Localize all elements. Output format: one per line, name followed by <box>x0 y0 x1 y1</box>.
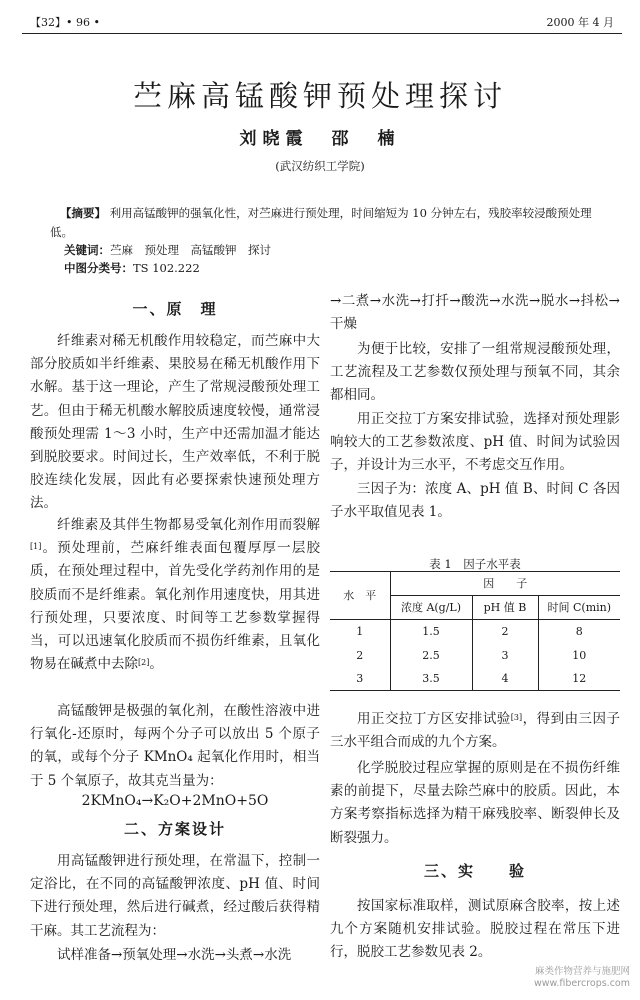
paragraph-design-1: 用高锰酸钾进行预处理，在常温下，控制一定浴比，在不同的高锰酸钾浓度、pH 值、时间下进行预处理，然后进行碱煮，经过酸后获得精干麻。其工艺流程为： <box>30 853 320 939</box>
watermark-line: www.fibercrops.com <box>533 978 630 989</box>
paper-authors: 刘晓霞 邵 楠 <box>239 129 401 149</box>
paragraph-experiment-1: 按国家标准取样，测试原麻含胶率，按上述九个方案随机安排试验。脱胶过程在常压下进行，脱胶工艺参数见表 2。 <box>330 898 620 961</box>
watermark-line: 麻类作物营养与施肥网 <box>534 966 630 977</box>
text-span: ，得到由三因子三水平组合而成的九个方案。 <box>330 711 621 751</box>
section-heading-principle: 一、原 理 <box>132 300 218 318</box>
table-cell: 2 <box>472 620 538 644</box>
table-cell: 3 <box>472 644 538 667</box>
table-cell: 8 <box>575 625 583 639</box>
paragraph-design-3: 用正交拉丁方案安排试验，选择对预处理影响较大的工艺参数浓度、pH 值、时间为试验因子，并设计为三水平，不考虑交互作用。 <box>330 411 620 474</box>
table-row <box>330 620 620 644</box>
paper-affiliation: (武汉纺织工学院) <box>275 159 365 173</box>
process-flow-start: 试样准备→预氧处理→水洗→头煮→水洗 <box>57 947 292 963</box>
table-cell: 3.5 <box>390 667 472 691</box>
table-cell: 12 <box>538 667 620 691</box>
table-row <box>330 644 620 667</box>
paragraph-principle-1: 纤维素对稀无机酸作用较稳定，而苎麻中大部分胶质如半纤维素、果胶易在稀无机酸作用下水解。基于这一理论，产生了常规浸酸预处理工艺。但由于稀无机酸水解胶质速度较慢，通常浸酸预处理需 1～3 小时，生产中还需加温才能达到脱胶要求。时间过长，生产效率低，不利于脱胶连续化发展，因此有必要探索快速预处理方法。 <box>30 333 320 512</box>
table-cell: 1 <box>330 620 390 644</box>
section-heading-experiment: 三、实 验 <box>423 862 526 880</box>
table-row <box>330 667 620 691</box>
text-span: 。预处理前，苎麻纤维表面包覆厚厚一层胶质，在预处理过程中，首先受化学药剂作用的是胶质而不是纤维素。氧化剂作用速度快，用其进行预处理，只要浓度、时间等工艺参数掌握得当，可以迅速氧化胶质而不损伤纤维素，且氧化物易在碱煮中去除 <box>30 540 320 673</box>
keywords-text: 苎麻 预处理 高锰酸钾 探讨 <box>110 243 271 257</box>
paragraph-principle-2 <box>30 514 320 676</box>
table-col-header: 时间 C(min) <box>538 596 620 620</box>
table-col-header: 浓度 A(g/L) <box>390 596 472 620</box>
page-header-date: 2000 年 4 月 <box>546 16 614 29</box>
table-col-header: pH 值 B <box>472 596 538 620</box>
paragraph-design-5 <box>330 708 620 754</box>
paragraph-principle-3: 高锰酸钾是极强的氧化剂，在酸性溶液中进行氧化-还原时，每两个分子可以放出 5 个原子的氧，或每个分子 KMnO₄ 起氧化作用时，相当于 5 个氧原子，故其克当量为： <box>30 703 320 789</box>
citation-2: [2] <box>138 658 150 668</box>
keywords-label: 关键词： <box>64 243 110 257</box>
citation-1: [1] <box>30 542 42 552</box>
section-heading-design: 二、方案设计 <box>123 820 226 838</box>
table-cell: 3 <box>330 667 390 691</box>
paper-title: 苎麻高锰酸钾预处理探讨 <box>132 79 507 113</box>
page-header-issue: 【32】• 96 • <box>30 16 100 29</box>
table-cell: 2 <box>330 644 390 667</box>
abstract-label: 【摘要】 <box>60 206 106 220</box>
abstract-text: 利用高锰酸钾的强氧化性，对苎麻进行预处理，时间缩短为 10 分钟左右，残胶率较浸酸预处理低。 <box>50 206 592 239</box>
text-span: 纤维素及其伴生物都易受氧化剂作用而裂解 <box>57 517 320 533</box>
classification-number <box>64 260 200 276</box>
paragraph-design-4: 三因子为：浓度 A、pH 值 B、时间 C 各因子水平取值见表 1。 <box>330 481 620 521</box>
table-cell: 10 <box>572 648 587 662</box>
abstract <box>50 204 592 242</box>
table-cell: 1.5 <box>390 620 472 644</box>
paragraph-design-2: 为便于比较，安排了一组常规浸酸预处理，工艺流程及工艺参数仅预处理与预氧不同，其余都相同。 <box>330 341 620 404</box>
process-flow-continued: →二煮→水洗→打扦→酸洗→水洗→脱水→抖松→干燥 <box>330 293 620 333</box>
text-span: 。 <box>149 656 163 673</box>
text-span: 用正交拉丁方区安排试验 <box>357 711 511 727</box>
header-rule <box>22 33 622 34</box>
classification-text: TS 102.222 <box>133 261 200 275</box>
citation-3: [3] <box>510 713 523 722</box>
table-header-factor: 因 子 <box>390 572 620 596</box>
table-cell: 2.5 <box>390 644 472 667</box>
watermark <box>534 966 630 990</box>
table-header-level: 水 平 <box>330 572 390 620</box>
classification-label: 中图分类号： <box>64 261 133 275</box>
factor-level-table <box>330 571 620 691</box>
table-cell: 4 <box>472 667 538 691</box>
keywords <box>64 242 271 258</box>
table-caption: 表 1 因子水平表 <box>429 557 521 571</box>
paragraph-design-6: 化学脱胶过程应掌握的原则是在不损伤纤维素的前提下，尽量去除苎麻中的胶质。因此，本方案考察指标选择为精干麻残胶率、断裂伸长及断裂强力。 <box>330 760 620 846</box>
reaction-formula: 2KMnO₄→K₂O+2MnO+5O <box>81 793 269 809</box>
